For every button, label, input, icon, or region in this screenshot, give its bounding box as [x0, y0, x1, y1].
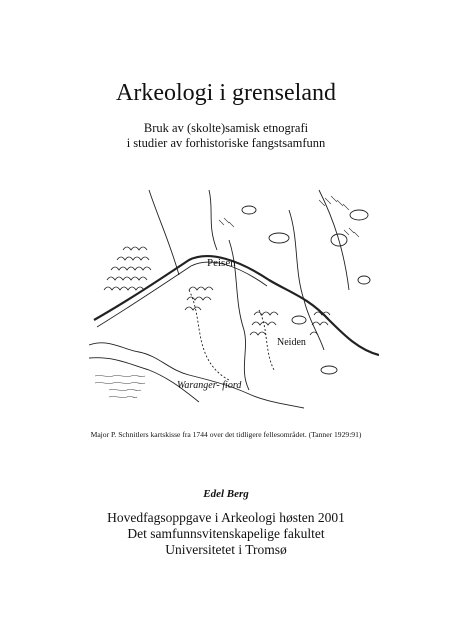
author-name: Edel Berg: [203, 488, 249, 500]
institution-line: Hovedfagsoppgave i Arkeologi høsten 2001: [107, 510, 345, 525]
document-subtitle: [0, 121, 452, 151]
institution-line: Det samfunnsvitenskapelige fakultet: [127, 526, 325, 541]
institution-line: Universitetet i Tromsø: [165, 542, 287, 557]
map-label-waranger: Waranger- fiord: [177, 380, 242, 391]
subtitle-line: i studier av forhistoriske fangstsamfunn: [126, 136, 326, 150]
institution-block: [0, 510, 452, 558]
map-caption: Major P. Schnitlers kartskisse fra 1744 over det tidligere fellesområdet. (Tanner 1929:91): [90, 430, 362, 439]
subtitle-line: Bruk av (skolte)samisk etnografi: [143, 121, 309, 135]
document-title: Arkeologi i grenseland: [116, 80, 336, 106]
map-label-neiden: Neiden: [277, 337, 306, 348]
map-label-peisen: Peisen: [207, 257, 236, 269]
historical-map-sketch: [89, 180, 379, 410]
